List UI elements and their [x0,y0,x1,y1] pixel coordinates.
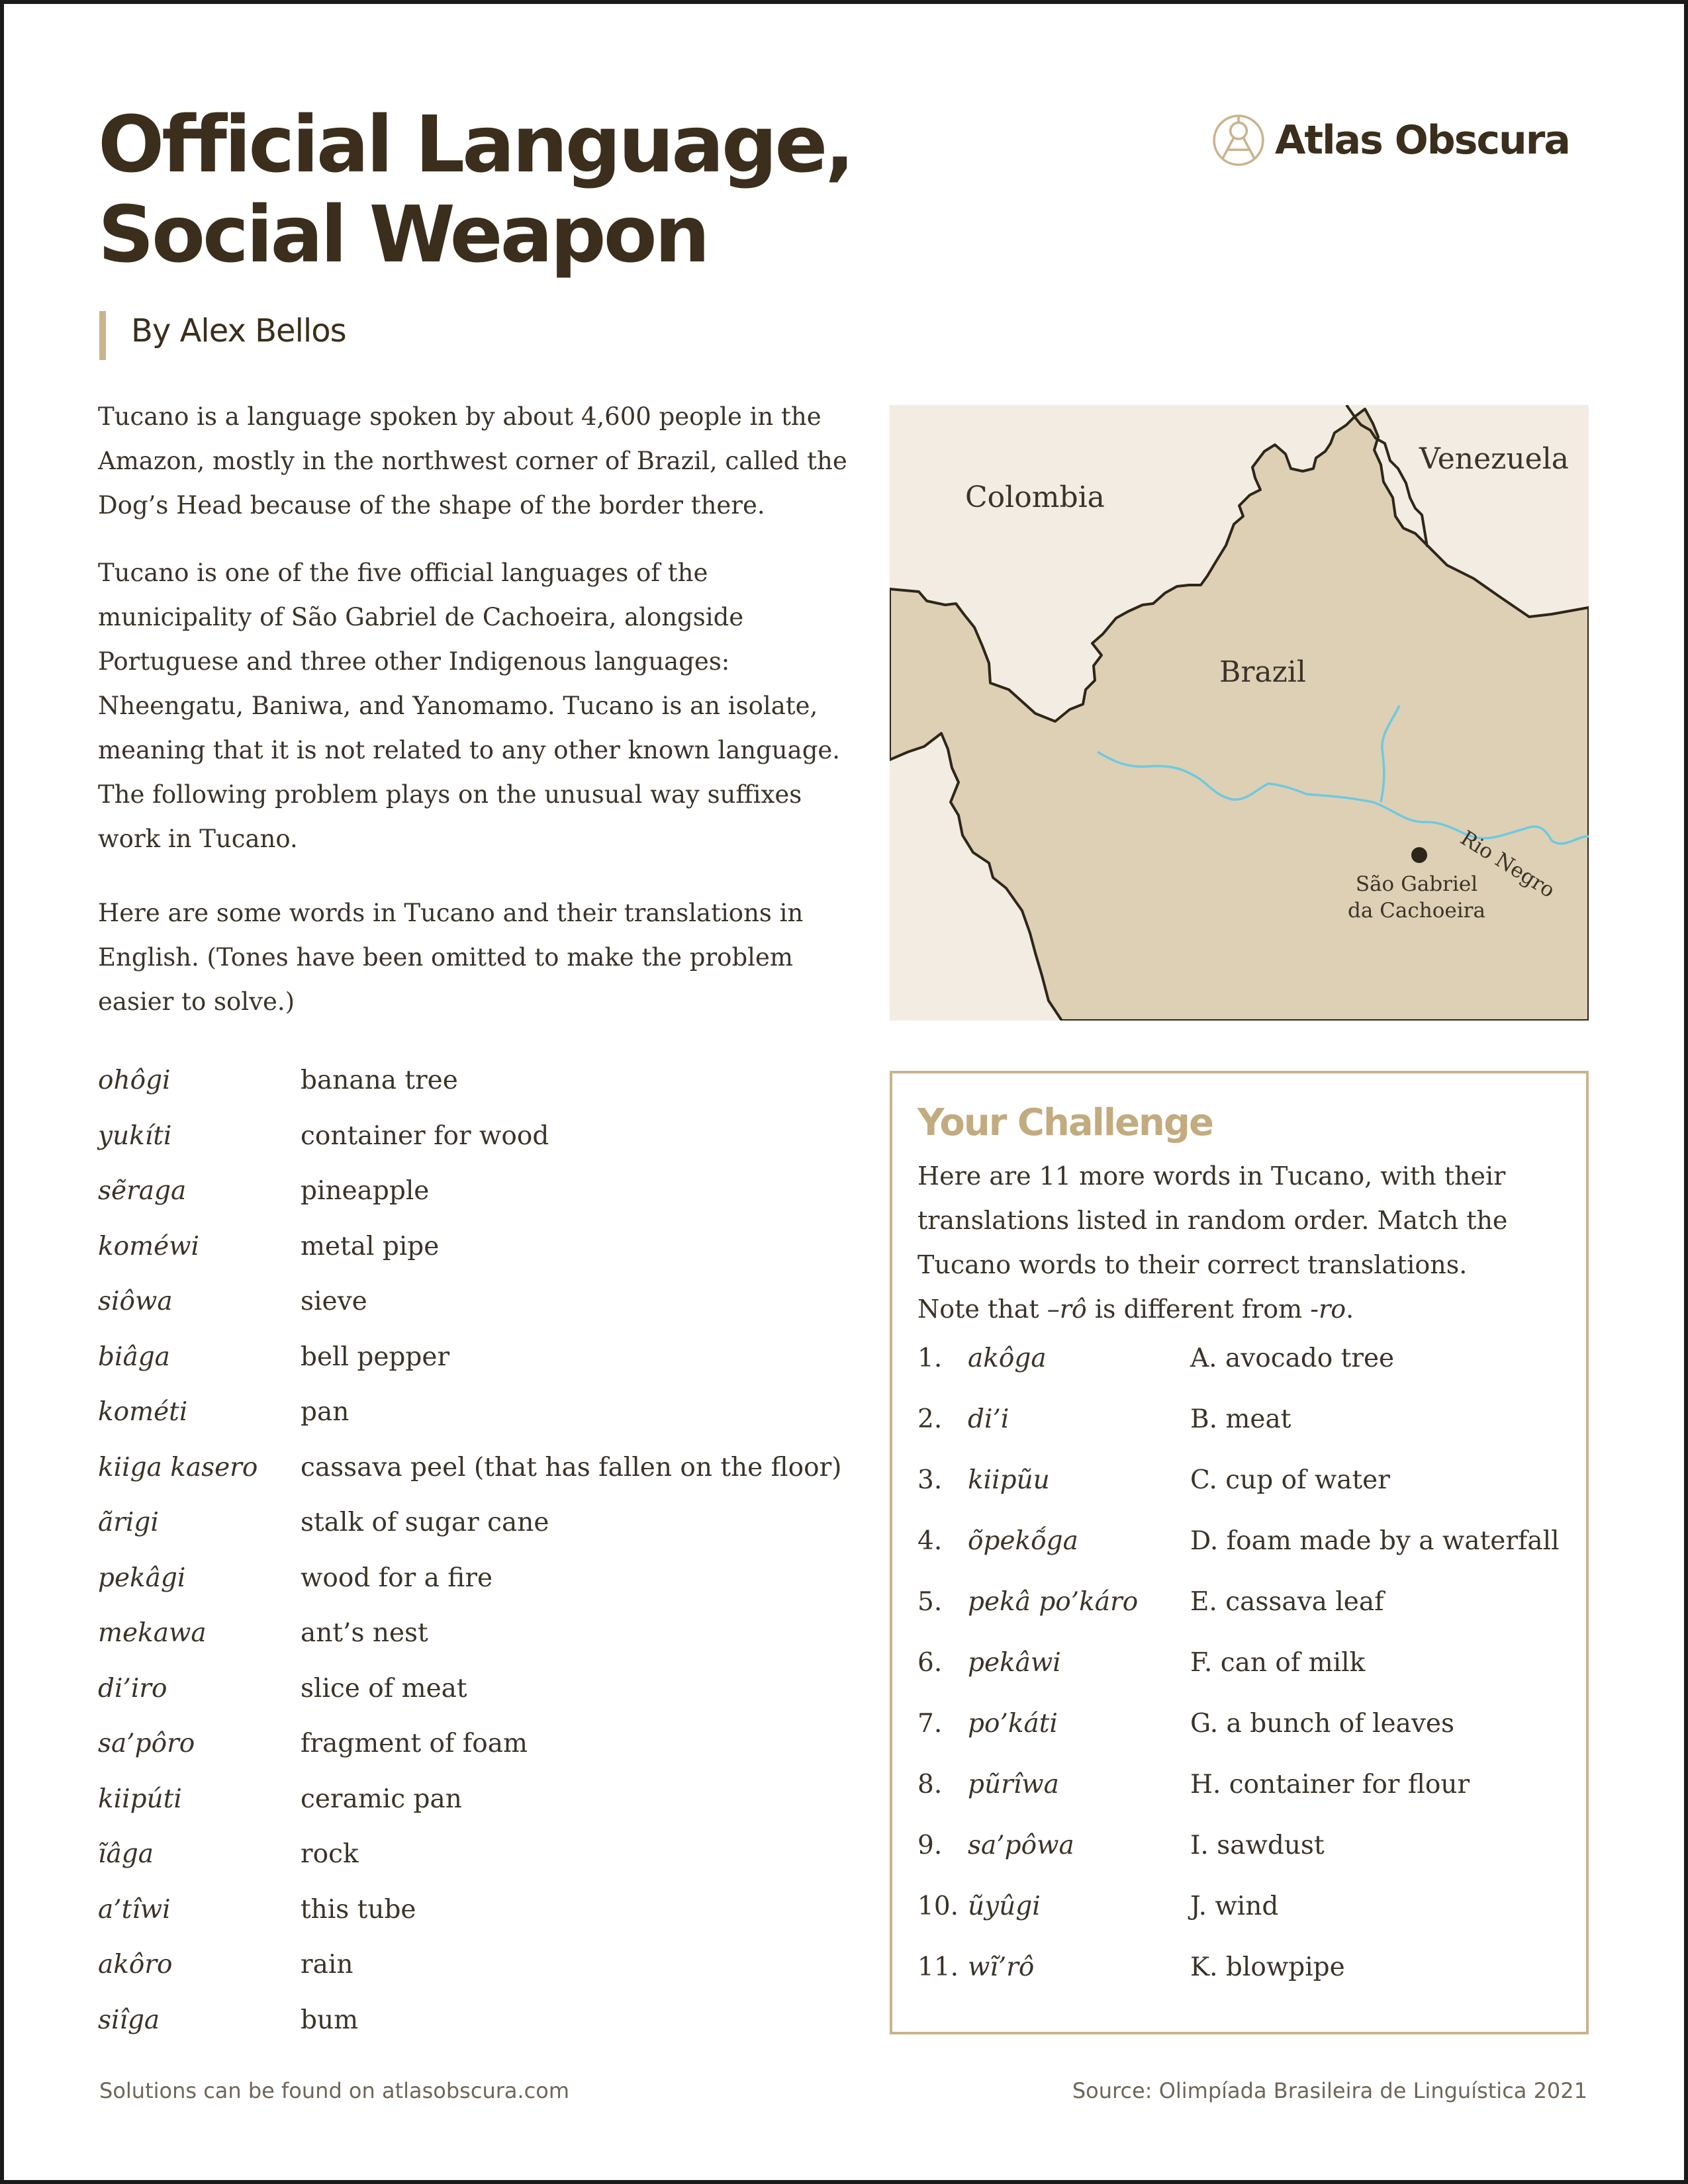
map-label-city-line-2: da Cachoeira [1348,899,1485,923]
english-translation: fragment of foam [301,1729,528,1758]
challenge-instructions [917,1154,1566,1332]
english-translation: slice of meat [301,1673,467,1704]
tucano-word: sa’pôro [98,1729,195,1758]
translation-option: I. sawdust [1190,1831,1325,1860]
tucano-word: pekâgi [98,1563,186,1593]
challenge-row [917,1823,1573,1884]
tucano-word: kiipũu [968,1465,1050,1495]
tucano-word: sẽraga [98,1176,187,1206]
english-translation: banana tree [301,1066,458,1095]
tucano-word: akôga [968,1343,1047,1373]
word-row [98,1168,866,1224]
word-row [98,1942,866,1997]
translation-option: K. blowpipe [1190,1952,1345,1982]
english-translation: stalk of sugar cane [301,1508,549,1537]
english-translation: metal pipe [301,1231,440,1261]
translation-option: J. wind [1190,1891,1279,1921]
tucano-word: pekâwi [968,1648,1061,1678]
challenge-row [917,1762,1573,1823]
item-number: 2. [917,1404,943,1434]
tucano-word: akôro [98,1950,173,1979]
challenge-body-text: Here are 11 more words in Tucano, with their translations listed in random order. Match the Tucano words to their correct translations. [917,1161,1508,1279]
footer-solutions-note: Solutions can be found on atlasobscura.com [99,2078,569,2103]
region-map [890,405,1589,1021]
map-label-colombia: Colombia [965,480,1105,514]
item-number: 3. [917,1465,943,1495]
tucano-word: wĩ’rô [968,1952,1035,1982]
word-row [98,1058,866,1113]
atlas-obscura-logo-icon [1211,113,1266,167]
intro-paragraph-2: Tucano is one of the five official languages of the municipality of São Gabriel de Cachoeira, alongside Portuguese and three other Indigenous languages: Nheengatu, Baniwa, and Yanomamo. Tucano is an isolate, meaning that it is not related to any other known language. The following problem plays on the unusual way suffixes work in Tucano. [98,559,841,853]
challenge-note-suffix-2: -ro [1310,1295,1346,1324]
tucano-word: kiipúti [98,1784,182,1814]
word-row [98,1887,866,1942]
item-number: 10. [917,1891,959,1921]
tucano-word: biâga [98,1342,170,1372]
translation-option: G. a bunch of leaves [1190,1709,1455,1739]
word-row [98,1334,866,1390]
tucano-word: a’tîwi [98,1894,171,1925]
item-number: 1. [917,1343,943,1373]
item-number: 9. [917,1831,943,1860]
tucano-word: õpekṍga [968,1526,1078,1556]
challenge-row [917,1884,1573,1944]
challenge-row [917,1701,1573,1762]
word-row [98,1389,866,1445]
english-translation: ant’s nest [301,1618,428,1648]
translation-option: E. cassava leaf [1190,1587,1384,1617]
challenge-box [890,1071,1589,2034]
challenge-row [917,1518,1573,1579]
intro-paragraph-1: Tucano is a language spoken by about 4,600 people in the Amazon, mostly in the northwest corner of Brazil, called the Dog’s Head because of the shape of the border there. [98,402,847,520]
tucano-word: kométi [98,1397,188,1427]
challenge-note-end: . [1346,1295,1354,1324]
challenge-note-prefix: Note that [917,1295,1047,1324]
logo-text: Atlas Obscura [1275,117,1570,163]
map-label-brazil: Brazil [1219,655,1306,689]
title-line-2: Social Weapon [98,189,708,280]
item-number: 4. [917,1526,943,1556]
english-translation: pineapple [301,1176,430,1206]
english-translation: pan [301,1397,350,1427]
tucano-word: yukíti [98,1120,172,1151]
item-number: 5. [917,1587,943,1617]
tucano-word: di’iro [98,1673,167,1704]
atlas-obscura-logo[interactable] [1211,111,1570,169]
challenge-row [917,1336,1573,1396]
word-row [98,1831,866,1887]
word-row [98,1666,866,1721]
title-line-1: Official Language, [98,99,853,190]
tucano-word: ũyûgi [968,1891,1041,1921]
english-translation: wood for a fire [301,1563,493,1593]
challenge-row [917,1396,1573,1457]
footer-source: Source: Olimpíada Brasileira de Linguística 2021 [1072,2078,1587,2103]
map-label-rio-negro: Rio Negro [1456,826,1560,903]
word-row [98,1555,866,1611]
challenge-row [917,1944,1573,2005]
english-translation: rain [301,1950,353,1979]
english-translation: bell pepper [301,1342,450,1372]
word-row [98,1776,866,1832]
translation-option: C. cup of water [1190,1465,1390,1495]
sao-gabriel-marker [1411,847,1427,863]
item-number: 11. [917,1952,959,1982]
tucano-word: ãrigi [98,1508,159,1537]
tucano-word: koméwi [98,1231,200,1261]
challenge-row [917,1579,1573,1640]
challenge-title: Your Challenge [917,1101,1213,1144]
challenge-row [917,1457,1573,1518]
byline: By Alex Bellos [131,312,346,349]
word-row [98,1224,866,1279]
intro-paragraph-3: Here are some words in Tucano and their translations in English. (Tones have been omitted to make the problem easier to solve.) [98,899,804,1016]
word-row [98,1721,866,1776]
word-row [98,1500,866,1555]
tucano-word: siôwa [98,1287,173,1316]
map-label-city-line-1: São Gabriel [1355,872,1478,896]
word-row [98,1997,866,2053]
english-translation: rock [301,1839,359,1869]
tucano-word: siîga [98,2005,160,2035]
byline-accent-bar [99,311,106,360]
tucano-word: po’káti [968,1709,1058,1739]
page-title [98,99,852,279]
item-number: 8. [917,1770,943,1799]
tucano-word: ohôgi [98,1066,171,1095]
translation-option: F. can of milk [1190,1648,1366,1678]
english-translation: bum [301,2005,359,2035]
english-translation: ceramic pan [301,1784,462,1814]
english-translation: this tube [301,1894,416,1925]
tucano-word: pekâ po’káro [968,1587,1139,1617]
item-number: 6. [917,1648,943,1678]
english-translation: cassava peel (that has fallen on the floor) [301,1452,842,1482]
tucano-word: ĩâga [98,1839,154,1869]
word-list [98,1058,866,2052]
translation-option: D. foam made by a waterfall [1190,1526,1560,1556]
item-number: 7. [917,1709,943,1739]
translation-option: A. avocado tree [1190,1343,1395,1373]
tucano-word: mekawa [98,1618,207,1648]
translation-option: B. meat [1190,1404,1291,1434]
challenge-row [917,1640,1573,1701]
english-translation: container for wood [301,1120,549,1151]
translation-option: H. container for flour [1190,1770,1470,1799]
word-row [98,1445,866,1500]
word-row [98,1279,866,1334]
tucano-word: di’i [968,1404,1009,1434]
tucano-word: pũrîwa [968,1770,1059,1799]
word-row [98,1113,866,1169]
map-label-venezuela: Venezuela [1419,442,1570,476]
challenge-list [917,1336,1573,2005]
tucano-word: sa’pôwa [968,1831,1074,1860]
word-row [98,1610,866,1666]
english-translation: sieve [301,1287,367,1316]
tucano-word: kiiga kasero [98,1452,258,1482]
challenge-note-mid: is different from [1086,1295,1311,1324]
challenge-note-suffix-1: –rô [1047,1295,1087,1324]
